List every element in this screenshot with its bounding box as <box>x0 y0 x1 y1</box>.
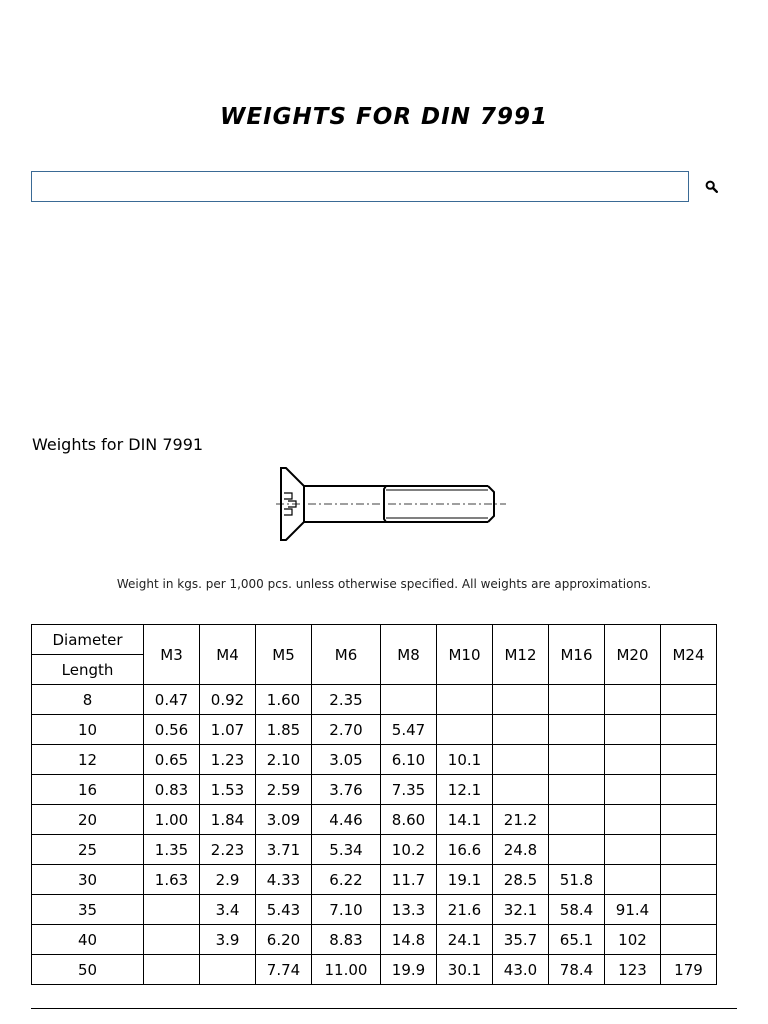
length-cell: 16 <box>32 775 144 805</box>
weight-cell: 6.22 <box>312 865 381 895</box>
table-row <box>32 685 717 715</box>
table-row <box>32 835 717 865</box>
weight-cell: 1.00 <box>144 805 200 835</box>
weight-cell: 28.5 <box>493 865 549 895</box>
weight-cell: 123 <box>605 955 661 985</box>
weight-cell: 179 <box>661 955 717 985</box>
weight-cell: 7.35 <box>381 775 437 805</box>
weight-cell <box>661 775 717 805</box>
weight-cell: 8.83 <box>312 925 381 955</box>
weight-cell <box>661 835 717 865</box>
weight-cell <box>549 685 605 715</box>
diameter-header: Diameter <box>32 625 144 655</box>
weight-cell <box>661 685 717 715</box>
countersunk-bolt-diagram <box>276 463 508 545</box>
size-header: M20 <box>605 625 661 685</box>
weight-cell: 10.2 <box>381 835 437 865</box>
weight-cell: 91.4 <box>605 895 661 925</box>
weight-cell: 1.60 <box>256 685 312 715</box>
table-row <box>32 745 717 775</box>
weight-cell: 0.56 <box>144 715 200 745</box>
search-button[interactable] <box>699 171 723 202</box>
weight-cell <box>549 805 605 835</box>
weight-cell: 0.92 <box>200 685 256 715</box>
weight-cell: 0.65 <box>144 745 200 775</box>
search-bar <box>31 171 731 202</box>
weight-cell <box>144 895 200 925</box>
weight-cell: 4.33 <box>256 865 312 895</box>
weight-cell: 78.4 <box>549 955 605 985</box>
weight-cell: 1.35 <box>144 835 200 865</box>
weight-cell: 13.3 <box>381 895 437 925</box>
weight-cell: 0.83 <box>144 775 200 805</box>
weight-cell <box>661 865 717 895</box>
weight-cell: 24.1 <box>437 925 493 955</box>
weight-cell: 3.4 <box>200 895 256 925</box>
weight-cell: 16.6 <box>437 835 493 865</box>
weight-cell: 19.9 <box>381 955 437 985</box>
weight-cell <box>437 715 493 745</box>
weight-cell: 11.7 <box>381 865 437 895</box>
search-icon <box>705 180 718 193</box>
weight-cell: 58.4 <box>549 895 605 925</box>
weight-cell: 1.07 <box>200 715 256 745</box>
size-header: M8 <box>381 625 437 685</box>
weight-cell <box>144 925 200 955</box>
length-header: Length <box>32 655 144 685</box>
weight-cell: 3.76 <box>312 775 381 805</box>
weight-cell: 8.60 <box>381 805 437 835</box>
size-header: M12 <box>493 625 549 685</box>
weight-cell: 14.8 <box>381 925 437 955</box>
length-cell: 8 <box>32 685 144 715</box>
weight-cell <box>549 715 605 745</box>
length-cell: 50 <box>32 955 144 985</box>
weight-cell: 65.1 <box>549 925 605 955</box>
weight-cell: 30.1 <box>437 955 493 985</box>
weight-cell: 4.46 <box>312 805 381 835</box>
size-header: M24 <box>661 625 717 685</box>
size-header: M3 <box>144 625 200 685</box>
weight-cell: 21.6 <box>437 895 493 925</box>
length-cell: 20 <box>32 805 144 835</box>
weight-cell <box>549 835 605 865</box>
weight-cell: 1.23 <box>200 745 256 775</box>
weight-cell: 102 <box>605 925 661 955</box>
weight-cell: 5.47 <box>381 715 437 745</box>
weight-cell <box>549 745 605 775</box>
weight-cell <box>549 775 605 805</box>
size-header: M4 <box>200 625 256 685</box>
weight-cell <box>493 685 549 715</box>
weight-cell: 5.43 <box>256 895 312 925</box>
weight-cell: 7.74 <box>256 955 312 985</box>
length-cell: 25 <box>32 835 144 865</box>
length-cell: 35 <box>32 895 144 925</box>
weight-cell <box>661 745 717 775</box>
weight-cell <box>661 925 717 955</box>
bottom-divider <box>31 1008 737 1009</box>
weights-table <box>31 624 717 985</box>
weight-note: Weight in kgs. per 1,000 pcs. unless otherwise specified. All weights are approximations. <box>116 577 652 591</box>
weight-cell <box>605 865 661 895</box>
length-cell: 40 <box>32 925 144 955</box>
weight-cell <box>661 805 717 835</box>
weight-cell <box>437 685 493 715</box>
weight-cell: 7.10 <box>312 895 381 925</box>
weight-cell: 3.71 <box>256 835 312 865</box>
weight-cell: 3.05 <box>312 745 381 775</box>
weight-cell: 2.35 <box>312 685 381 715</box>
weight-cell <box>144 955 200 985</box>
weight-cell <box>381 685 437 715</box>
weight-cell: 1.85 <box>256 715 312 745</box>
search-input[interactable] <box>31 171 689 202</box>
weight-cell: 43.0 <box>493 955 549 985</box>
weight-cell: 0.47 <box>144 685 200 715</box>
weight-cell: 6.10 <box>381 745 437 775</box>
weight-cell <box>493 715 549 745</box>
weight-cell: 2.59 <box>256 775 312 805</box>
weight-cell: 12.1 <box>437 775 493 805</box>
size-header: M6 <box>312 625 381 685</box>
weight-cell: 2.9 <box>200 865 256 895</box>
table-row <box>32 865 717 895</box>
weight-cell: 14.1 <box>437 805 493 835</box>
size-header: M5 <box>256 625 312 685</box>
header-row <box>32 625 717 655</box>
page-title: WEIGHTS FOR DIN 7991 <box>220 104 548 130</box>
weight-cell: 1.63 <box>144 865 200 895</box>
weight-cell: 11.00 <box>312 955 381 985</box>
weight-cell: 51.8 <box>549 865 605 895</box>
weight-cell: 1.84 <box>200 805 256 835</box>
weight-cell: 35.7 <box>493 925 549 955</box>
weight-cell <box>493 775 549 805</box>
weight-cell <box>605 805 661 835</box>
weight-cell: 2.10 <box>256 745 312 775</box>
size-header: M10 <box>437 625 493 685</box>
table-row <box>32 925 717 955</box>
weight-cell <box>605 715 661 745</box>
weight-cell <box>200 955 256 985</box>
weight-cell <box>493 745 549 775</box>
weight-cell: 19.1 <box>437 865 493 895</box>
section-heading: Weights for DIN 7991 <box>32 435 204 454</box>
weight-cell <box>661 715 717 745</box>
weight-cell: 10.1 <box>437 745 493 775</box>
table-row <box>32 775 717 805</box>
weight-cell: 2.23 <box>200 835 256 865</box>
weight-cell: 1.53 <box>200 775 256 805</box>
length-cell: 30 <box>32 865 144 895</box>
table-row <box>32 955 717 985</box>
weight-cell <box>661 895 717 925</box>
table-row <box>32 895 717 925</box>
weight-cell: 21.2 <box>493 805 549 835</box>
weight-cell: 6.20 <box>256 925 312 955</box>
table-row <box>32 805 717 835</box>
weight-cell: 3.09 <box>256 805 312 835</box>
weight-cell: 5.34 <box>312 835 381 865</box>
table-row <box>32 715 717 745</box>
size-header: M16 <box>549 625 605 685</box>
weight-cell <box>605 745 661 775</box>
weight-cell: 24.8 <box>493 835 549 865</box>
weight-cell: 2.70 <box>312 715 381 745</box>
length-cell: 12 <box>32 745 144 775</box>
weight-cell <box>605 685 661 715</box>
weight-cell: 32.1 <box>493 895 549 925</box>
weight-cell <box>605 835 661 865</box>
weight-cell <box>605 775 661 805</box>
length-cell: 10 <box>32 715 144 745</box>
weight-cell: 3.9 <box>200 925 256 955</box>
